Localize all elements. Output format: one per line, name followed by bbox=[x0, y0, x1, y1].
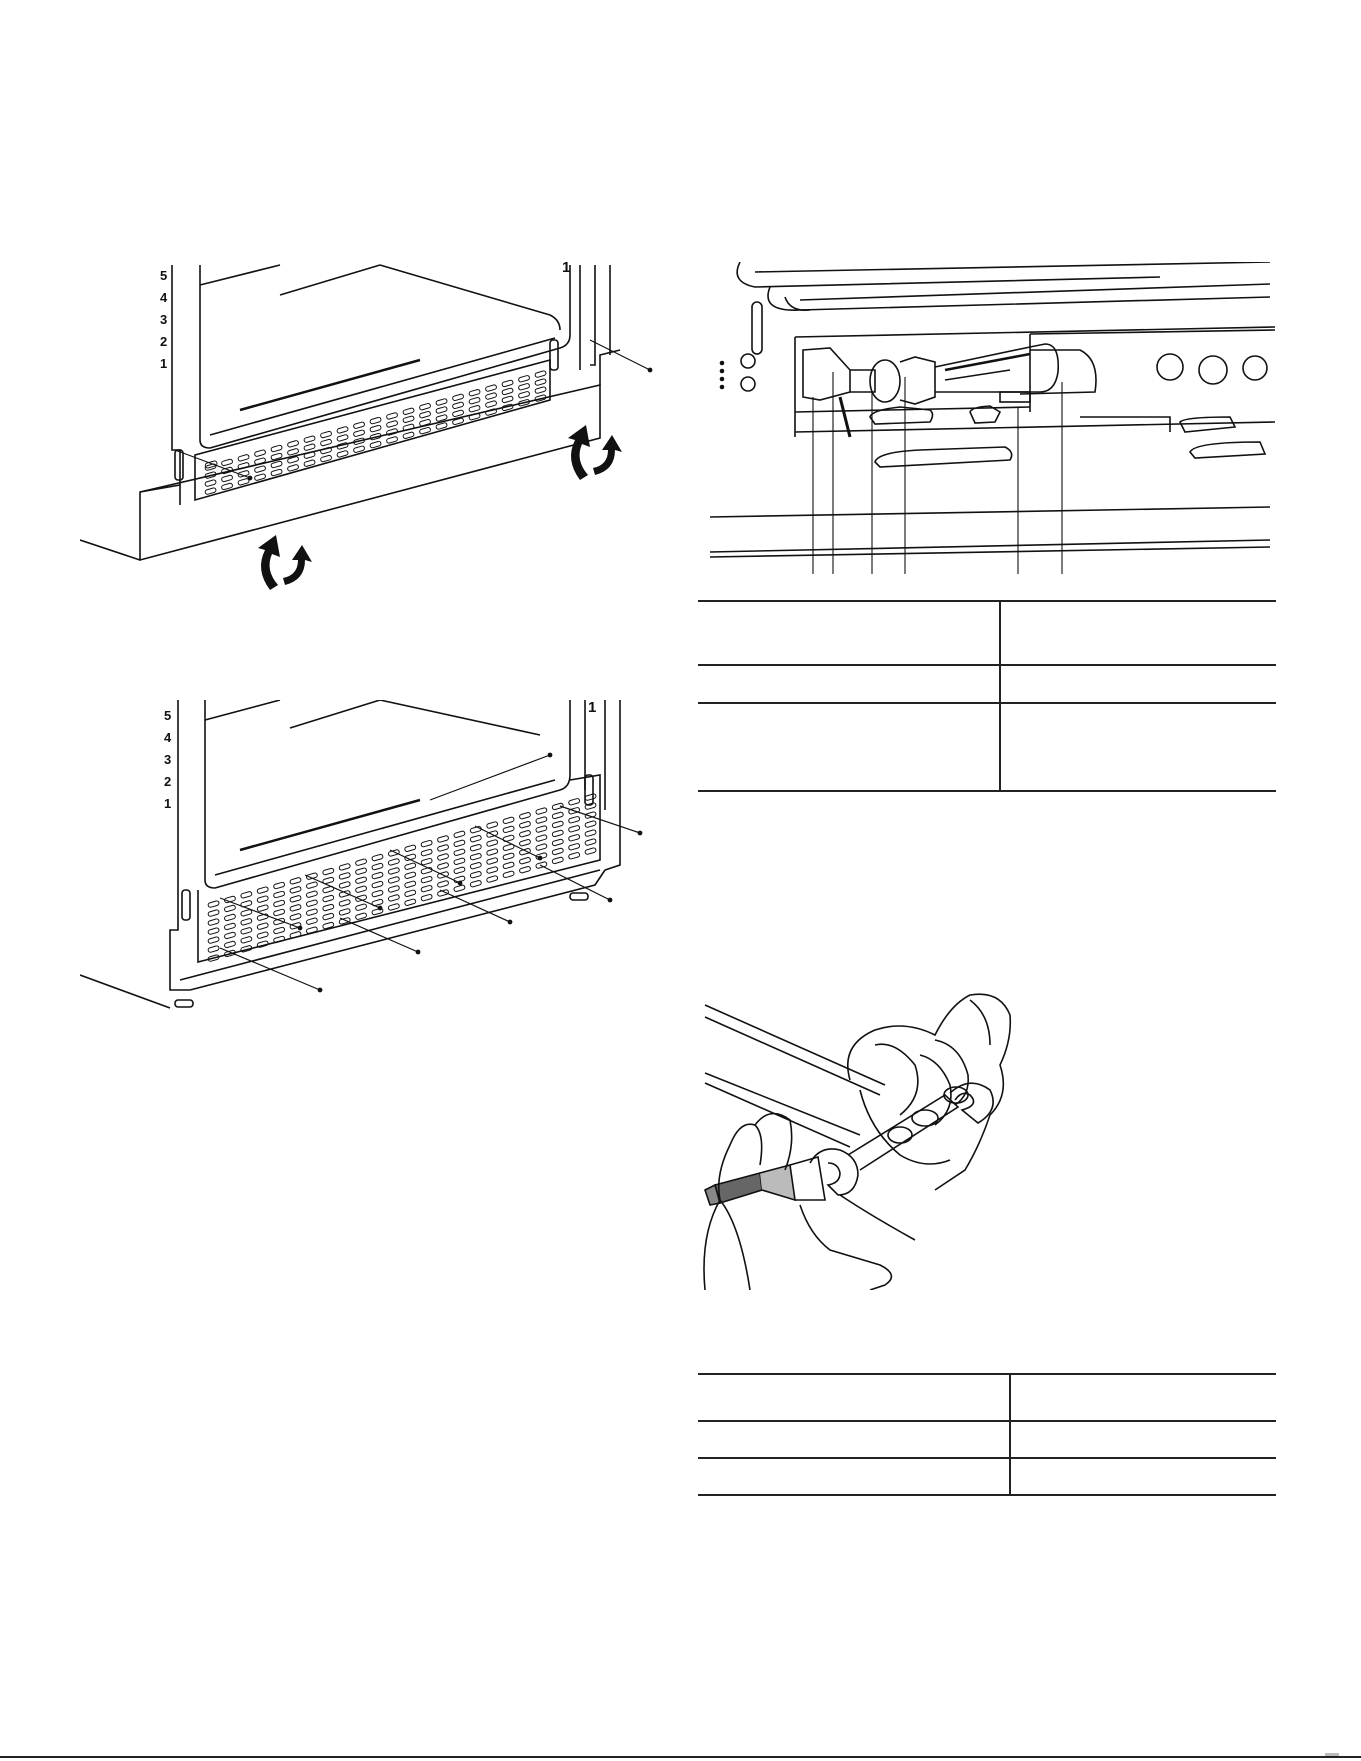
vent-slot bbox=[339, 872, 351, 879]
table-row bbox=[698, 602, 1276, 666]
vent-slot bbox=[388, 858, 400, 865]
vent-slot bbox=[486, 866, 498, 873]
vent-slot bbox=[535, 378, 547, 385]
vent-slot bbox=[552, 830, 564, 837]
vent-slot bbox=[519, 866, 531, 873]
vent-slot bbox=[273, 891, 285, 898]
vent-slot bbox=[257, 922, 269, 929]
shelf-number-2: 2 bbox=[164, 774, 172, 789]
rotate-arrow-left-icon bbox=[258, 535, 312, 590]
vent-slot bbox=[287, 440, 299, 447]
vent-slot bbox=[221, 475, 233, 482]
rotate-arrow-right-icon bbox=[568, 425, 622, 480]
vent-slot bbox=[224, 896, 236, 903]
vent-slot bbox=[469, 397, 481, 404]
vent-slot bbox=[454, 840, 466, 847]
vent-slot bbox=[339, 881, 351, 888]
vent-slot bbox=[386, 420, 398, 427]
table-cell bbox=[698, 666, 1276, 678]
vent-slot bbox=[240, 918, 252, 925]
vent-slot bbox=[404, 845, 416, 852]
vent-slot bbox=[552, 848, 564, 855]
vent-slot bbox=[355, 868, 367, 875]
vent-slot bbox=[320, 431, 332, 438]
vent-slot bbox=[419, 403, 431, 410]
vent-slot bbox=[287, 448, 299, 455]
vent-slot bbox=[568, 843, 580, 850]
vent-slot bbox=[290, 913, 302, 920]
vent-slot bbox=[421, 840, 433, 847]
vent-slot bbox=[437, 844, 449, 851]
vent-slot bbox=[322, 895, 334, 902]
vent-slot bbox=[372, 899, 384, 906]
vent-slot bbox=[257, 895, 269, 902]
vent-slot bbox=[388, 867, 400, 874]
vent-slot bbox=[437, 862, 449, 869]
vent-slot bbox=[339, 908, 351, 915]
vent-slot bbox=[568, 798, 580, 805]
vent-slot bbox=[238, 462, 250, 469]
vent-slot bbox=[470, 853, 482, 860]
vent-slot bbox=[353, 430, 365, 437]
vent-slot bbox=[208, 909, 220, 916]
footer-mark bbox=[1325, 1753, 1339, 1756]
vent-slot bbox=[388, 885, 400, 892]
footer-rule bbox=[0, 1756, 1361, 1758]
vent-slot bbox=[224, 923, 236, 930]
shelf-number-1: 1 bbox=[160, 356, 168, 371]
vent-slot bbox=[503, 844, 515, 851]
vent-slot bbox=[355, 859, 367, 866]
vent-slot bbox=[469, 405, 481, 412]
vent-slot bbox=[518, 375, 530, 382]
vent-slot bbox=[552, 839, 564, 846]
vent-slot bbox=[436, 406, 448, 413]
vent-slot bbox=[502, 396, 514, 403]
vent-slot bbox=[224, 905, 236, 912]
vent-slot bbox=[339, 899, 351, 906]
vent-slot bbox=[454, 849, 466, 856]
vent-slot bbox=[240, 900, 252, 907]
vent-slot bbox=[355, 904, 367, 911]
vent-slot bbox=[320, 447, 332, 454]
vent-slot bbox=[454, 867, 466, 874]
vent-slot bbox=[337, 426, 349, 433]
vent-slot bbox=[436, 398, 448, 405]
vent-slot bbox=[454, 876, 466, 883]
vent-slot bbox=[339, 863, 351, 870]
vent-slot bbox=[273, 882, 285, 889]
vent-slot bbox=[208, 936, 220, 943]
vent-slot bbox=[421, 849, 433, 856]
vent-slot bbox=[205, 479, 217, 486]
vent-slot bbox=[552, 812, 564, 819]
vent-slot bbox=[372, 863, 384, 870]
vent-slot bbox=[454, 885, 466, 892]
vent-slot bbox=[585, 793, 597, 800]
vent-slot bbox=[452, 402, 464, 409]
vent-slot bbox=[221, 459, 233, 466]
vent-slot bbox=[257, 886, 269, 893]
vent-slot bbox=[568, 825, 580, 832]
vent-slot bbox=[306, 900, 318, 907]
vent-slot bbox=[403, 416, 415, 423]
vent-slot bbox=[519, 821, 531, 828]
specifications-table bbox=[698, 1373, 1276, 1496]
vent-slot bbox=[372, 908, 384, 915]
vent-slot bbox=[535, 386, 547, 393]
vent-slot bbox=[585, 820, 597, 827]
vent-slot bbox=[322, 877, 334, 884]
vent-slot bbox=[304, 436, 316, 443]
vent-slot bbox=[370, 425, 382, 432]
vent-slot bbox=[355, 886, 367, 893]
vent-slot bbox=[535, 843, 547, 850]
vent-slot bbox=[502, 380, 514, 387]
vent-slot bbox=[304, 444, 316, 451]
vent-slot bbox=[240, 909, 252, 916]
vent-slot bbox=[421, 894, 433, 901]
vent-slot bbox=[486, 875, 498, 882]
vent-slot bbox=[535, 807, 547, 814]
vent-slot bbox=[208, 900, 220, 907]
vent-slot bbox=[519, 839, 531, 846]
vent-slot bbox=[485, 400, 497, 407]
shelf-number-2: 2 bbox=[160, 334, 168, 349]
vent-slot bbox=[437, 835, 449, 842]
vent-slot bbox=[421, 876, 433, 883]
vent-slot bbox=[519, 857, 531, 864]
vent-slot bbox=[403, 424, 415, 431]
vent-slot bbox=[485, 384, 497, 391]
shelf-number-4: 4 bbox=[160, 290, 168, 305]
vent-slot bbox=[404, 863, 416, 870]
vent-slot bbox=[322, 886, 334, 893]
table-cell bbox=[698, 1422, 1276, 1434]
vent-slot bbox=[535, 816, 547, 823]
shelf-number-1: 1 bbox=[164, 796, 172, 811]
vent-slot bbox=[470, 862, 482, 869]
vent-slot bbox=[535, 825, 547, 832]
vent-slot bbox=[208, 945, 220, 952]
vent-slot bbox=[404, 881, 416, 888]
table-row bbox=[698, 704, 1276, 792]
vent-panel-screws-illustration bbox=[80, 700, 660, 1030]
vent-slot bbox=[290, 904, 302, 911]
vent-slot bbox=[388, 894, 400, 901]
vent-slot bbox=[485, 392, 497, 399]
vent-slot bbox=[503, 826, 515, 833]
vent-slot bbox=[421, 858, 433, 865]
vent-slot bbox=[518, 391, 530, 398]
vent-slot bbox=[486, 821, 498, 828]
vent-slot bbox=[273, 927, 285, 934]
vent-slot bbox=[238, 454, 250, 461]
vent-slot bbox=[240, 891, 252, 898]
shelf-number-1-right: 1 bbox=[588, 700, 597, 716]
vent-slot bbox=[353, 422, 365, 429]
vent-slot bbox=[403, 408, 415, 415]
vent-slot bbox=[388, 876, 400, 883]
vent-slot bbox=[585, 847, 597, 854]
vent-slot bbox=[224, 914, 236, 921]
table-row bbox=[698, 666, 1276, 704]
vent-slot bbox=[552, 821, 564, 828]
vent-slot bbox=[240, 927, 252, 934]
vent-slot bbox=[290, 877, 302, 884]
shelf-number-3: 3 bbox=[160, 312, 168, 327]
vent-slot bbox=[224, 941, 236, 948]
vent-slot bbox=[322, 913, 334, 920]
gas-burner-connection-illustration bbox=[700, 262, 1280, 577]
vent-slot bbox=[470, 826, 482, 833]
shelf-number-5: 5 bbox=[164, 708, 172, 723]
vent-slot bbox=[437, 853, 449, 860]
vent-slot bbox=[470, 880, 482, 887]
vent-slot bbox=[306, 882, 318, 889]
vent-slot bbox=[585, 802, 597, 809]
vent-slot bbox=[290, 895, 302, 902]
shelf-number-1-right: 1 bbox=[562, 260, 571, 276]
vent-slot bbox=[503, 853, 515, 860]
vent-slot bbox=[208, 927, 220, 934]
vent-slot bbox=[503, 835, 515, 842]
vent-slot bbox=[224, 932, 236, 939]
vent-slot bbox=[404, 872, 416, 879]
vent-slot bbox=[486, 857, 498, 864]
table-cell bbox=[698, 1459, 1276, 1471]
vent-slot bbox=[470, 871, 482, 878]
vent-slot bbox=[502, 388, 514, 395]
vent-slot bbox=[404, 899, 416, 906]
kick-panel-removal-illustration bbox=[80, 260, 660, 600]
vent-slot bbox=[421, 867, 433, 874]
vent-slot bbox=[337, 434, 349, 441]
vent-slot bbox=[452, 410, 464, 417]
vent-slot bbox=[503, 862, 515, 869]
vent-slot bbox=[452, 394, 464, 401]
vent-slot bbox=[372, 881, 384, 888]
vent-slot bbox=[257, 913, 269, 920]
vent-slot bbox=[568, 852, 580, 859]
vent-slot bbox=[404, 890, 416, 897]
vent-slot bbox=[470, 844, 482, 851]
shelf-number-4: 4 bbox=[164, 730, 172, 745]
vent-slot bbox=[585, 838, 597, 845]
vent-slot bbox=[386, 412, 398, 419]
shelf-number-5: 5 bbox=[160, 268, 168, 283]
vent-slot bbox=[568, 834, 580, 841]
vent-slot bbox=[271, 445, 283, 452]
vent-slot bbox=[388, 849, 400, 856]
vent-slot bbox=[486, 839, 498, 846]
vent-slot bbox=[535, 370, 547, 377]
wrench-tightening-illustration bbox=[700, 985, 1040, 1290]
vent-slot bbox=[273, 900, 285, 907]
vent-slot bbox=[254, 465, 266, 472]
vent-slot bbox=[585, 829, 597, 836]
vent-slot bbox=[320, 439, 332, 446]
table-row bbox=[698, 1459, 1276, 1496]
vent-slot bbox=[322, 904, 334, 911]
table-row bbox=[698, 1375, 1276, 1422]
vent-slot bbox=[306, 891, 318, 898]
vent-slot bbox=[254, 449, 266, 456]
vent-slot bbox=[454, 831, 466, 838]
vent-slot bbox=[470, 835, 482, 842]
vent-slot bbox=[568, 816, 580, 823]
vent-slot bbox=[421, 885, 433, 892]
vent-slot bbox=[273, 909, 285, 916]
vent-slot bbox=[306, 918, 318, 925]
shelf-number-3: 3 bbox=[164, 752, 172, 767]
table-cell bbox=[698, 602, 1276, 614]
vent-slot bbox=[370, 417, 382, 424]
vent-slot bbox=[519, 812, 531, 819]
vent-slot bbox=[322, 868, 334, 875]
vent-slot bbox=[454, 858, 466, 865]
vent-slot bbox=[273, 936, 285, 943]
vent-slot bbox=[372, 872, 384, 879]
vent-slot bbox=[306, 909, 318, 916]
vent-slot bbox=[552, 857, 564, 864]
vent-slot bbox=[208, 918, 220, 925]
vent-slot bbox=[388, 903, 400, 910]
vent-slot bbox=[437, 880, 449, 887]
vent-slot bbox=[518, 383, 530, 390]
vent-slot bbox=[503, 817, 515, 824]
vent-slot bbox=[419, 411, 431, 418]
table-cell bbox=[698, 704, 1276, 716]
vent-slot bbox=[535, 834, 547, 841]
vent-slot bbox=[372, 890, 384, 897]
vent-slot bbox=[257, 931, 269, 938]
vent-slot bbox=[304, 452, 316, 459]
vent-slot bbox=[503, 871, 515, 878]
vent-slot bbox=[519, 830, 531, 837]
vent-slot bbox=[355, 877, 367, 884]
vent-slot bbox=[240, 936, 252, 943]
vent-slot bbox=[372, 854, 384, 861]
parts-table bbox=[698, 600, 1276, 792]
vent-slot bbox=[290, 931, 302, 938]
table-row bbox=[698, 1422, 1276, 1459]
vent-slot bbox=[486, 848, 498, 855]
table-cell bbox=[698, 1375, 1276, 1387]
vent-slot bbox=[257, 904, 269, 911]
vent-slot bbox=[469, 389, 481, 396]
vent-slot bbox=[290, 886, 302, 893]
